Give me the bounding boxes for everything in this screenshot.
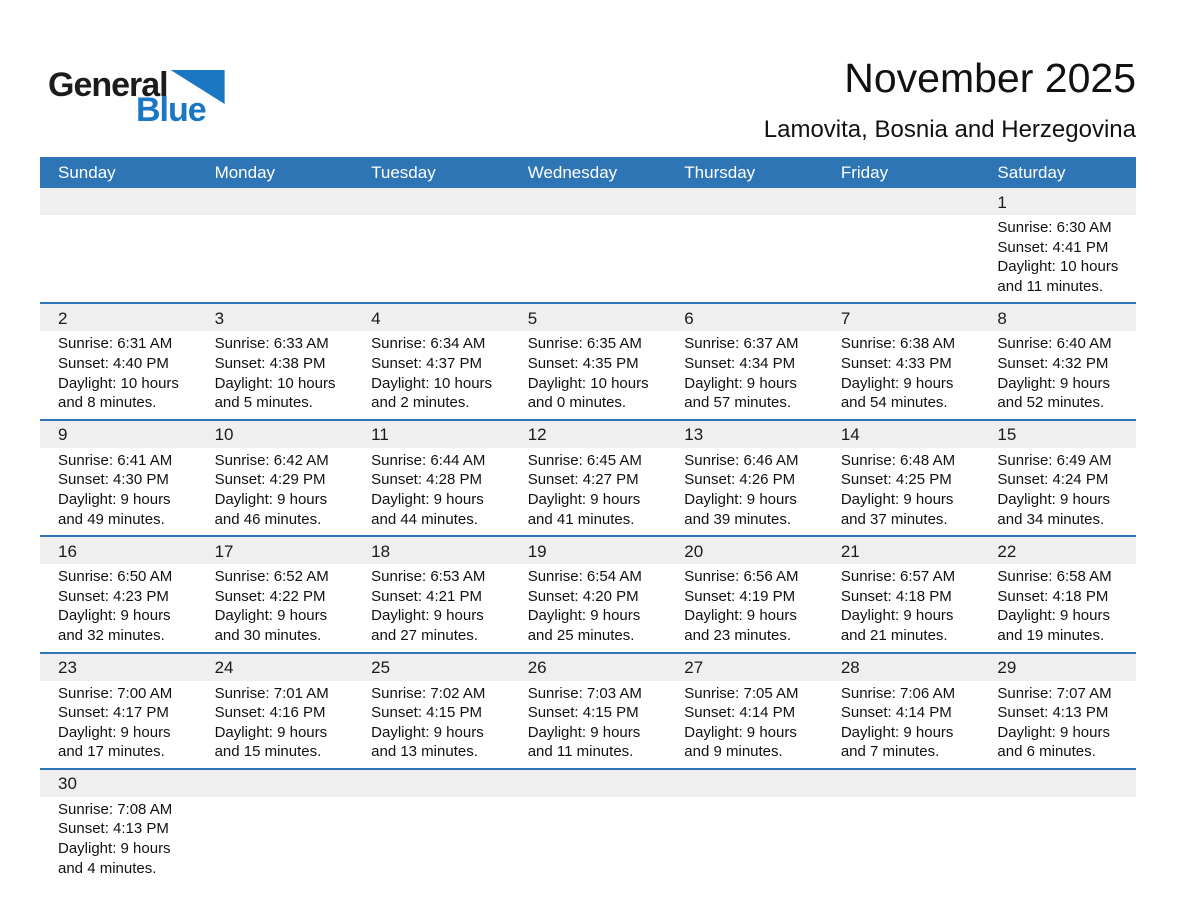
day-number-band bbox=[40, 304, 197, 331]
sunset-text: Sunset: 4:29 PM bbox=[214, 471, 326, 489]
daylight-text-line2: and 49 minutes. bbox=[58, 510, 165, 528]
day-number: 27 bbox=[684, 658, 704, 677]
day-number-band bbox=[40, 654, 197, 681]
day-number-band bbox=[979, 421, 1136, 448]
day-number: 30 bbox=[58, 774, 77, 794]
day-cell bbox=[823, 537, 980, 651]
day-number-band bbox=[666, 304, 823, 331]
day-number: 21 bbox=[840, 541, 860, 561]
day-number-band bbox=[510, 537, 667, 564]
day-number-band bbox=[666, 537, 823, 564]
daylight-text-line2: and 41 minutes. bbox=[527, 510, 635, 528]
day-details bbox=[979, 331, 1136, 418]
sunrise-text: Sunrise: 6:38 AM bbox=[840, 335, 956, 353]
day-details bbox=[353, 331, 510, 418]
daylight-text-line1: Daylight: 9 hours bbox=[371, 723, 484, 741]
day-details bbox=[823, 564, 980, 651]
weekday-tuesday: Tuesday bbox=[371, 162, 436, 182]
sunset-text: Sunset: 4:41 PM bbox=[997, 238, 1109, 256]
sunset-text: Sunset: 4:19 PM bbox=[684, 587, 796, 605]
sunrise-text: Sunrise: 7:07 AM bbox=[997, 684, 1112, 702]
sunrise-text: Sunrise: 6:33 AM bbox=[214, 335, 329, 353]
day-details bbox=[666, 564, 823, 651]
sunrise-text: Sunrise: 6:40 AM bbox=[997, 335, 1112, 353]
daylight-text-line1: Daylight: 9 hours bbox=[527, 607, 641, 625]
day-number-band bbox=[510, 304, 667, 331]
sunset-text: Sunset: 4:27 PM bbox=[527, 471, 639, 489]
daylight-text-line1: Daylight: 10 hours bbox=[371, 374, 493, 392]
day-cell bbox=[666, 654, 823, 768]
sunset-text: Sunset: 4:23 PM bbox=[58, 587, 169, 605]
sunrise-text: Sunrise: 6:31 AM bbox=[58, 335, 173, 353]
sunset-text: Sunset: 4:34 PM bbox=[684, 354, 796, 372]
weekday-wednesday: Wednesday bbox=[527, 162, 618, 182]
daylight-text-line2: and 57 minutes. bbox=[684, 394, 792, 412]
day-number: 18 bbox=[371, 541, 391, 561]
day-number-band bbox=[40, 421, 197, 448]
day-number-band bbox=[353, 304, 510, 331]
daylight-text-line1: Daylight: 9 hours bbox=[214, 607, 328, 625]
day-cell bbox=[666, 421, 823, 535]
sunset-text: Sunset: 4:35 PM bbox=[527, 354, 639, 372]
sunrise-text: Sunrise: 6:37 AM bbox=[684, 335, 799, 353]
daylight-text-line2: and 15 minutes. bbox=[214, 743, 322, 761]
logo-text-general: General bbox=[48, 66, 168, 104]
daylight-text-line1: Daylight: 9 hours bbox=[58, 723, 171, 741]
day-number-band bbox=[666, 421, 823, 448]
day-number-band bbox=[666, 654, 823, 681]
day-cell bbox=[197, 537, 354, 651]
logo-text-blue: Blue bbox=[136, 91, 206, 129]
sunrise-text: Sunrise: 7:05 AM bbox=[684, 684, 799, 702]
sunrise-text: Sunrise: 6:44 AM bbox=[371, 451, 486, 469]
day-number-band bbox=[353, 770, 510, 797]
daylight-text-line2: and 52 minutes. bbox=[997, 394, 1105, 412]
day-number: 13 bbox=[684, 425, 704, 445]
day-number-band bbox=[979, 654, 1136, 681]
day-number: 12 bbox=[527, 425, 547, 445]
daylight-text-line2: and 25 minutes. bbox=[527, 626, 635, 644]
sunset-text: Sunset: 4:14 PM bbox=[684, 704, 796, 722]
sunset-text: Sunset: 4:32 PM bbox=[997, 354, 1109, 372]
sunrise-text: Sunrise: 6:41 AM bbox=[58, 451, 173, 469]
day-details bbox=[40, 564, 197, 651]
daylight-text-line1: Daylight: 10 hours bbox=[214, 374, 336, 392]
sunrise-text: Sunrise: 6:35 AM bbox=[527, 335, 642, 353]
day-details bbox=[40, 331, 197, 418]
daylight-text-line2: and 37 minutes. bbox=[840, 510, 948, 528]
day-number-band bbox=[823, 421, 980, 448]
day-number-band bbox=[666, 188, 823, 215]
day-details bbox=[979, 448, 1136, 535]
day-number: 14 bbox=[840, 425, 860, 445]
day-number-band bbox=[197, 421, 354, 448]
daylight-text-line1: Daylight: 9 hours bbox=[840, 723, 954, 741]
week-row bbox=[40, 188, 1136, 302]
empty-day-cell bbox=[510, 188, 667, 302]
sunrise-text: Sunrise: 6:53 AM bbox=[371, 568, 486, 586]
day-number: 4 bbox=[371, 308, 381, 328]
day-number: 9 bbox=[58, 425, 68, 445]
empty-day-cell bbox=[40, 188, 197, 302]
sunrise-text: Sunrise: 6:34 AM bbox=[371, 335, 486, 353]
day-number: 3 bbox=[214, 308, 225, 328]
day-number-band bbox=[666, 770, 823, 797]
sunrise-text: Sunrise: 7:08 AM bbox=[58, 800, 173, 818]
day-cell bbox=[40, 304, 197, 418]
daylight-text-line1: Daylight: 9 hours bbox=[684, 490, 797, 508]
sunset-text: Sunset: 4:25 PM bbox=[840, 471, 952, 489]
sunrise-text: Sunrise: 7:02 AM bbox=[371, 684, 486, 702]
day-number-band bbox=[510, 654, 667, 681]
day-number: 15 bbox=[997, 425, 1017, 445]
day-details bbox=[823, 448, 980, 535]
day-cell bbox=[40, 537, 197, 651]
day-number-band bbox=[197, 770, 354, 797]
day-cell bbox=[979, 421, 1136, 535]
week-row bbox=[40, 768, 1136, 884]
sunrise-text: Sunrise: 6:57 AM bbox=[840, 568, 956, 586]
day-cell bbox=[510, 421, 667, 535]
day-number-band bbox=[823, 188, 980, 215]
weekday-sunday: Sunday bbox=[58, 162, 116, 182]
day-details bbox=[197, 331, 354, 418]
daylight-text-line2: and 34 minutes. bbox=[997, 510, 1105, 528]
daylight-text-line2: and 8 minutes. bbox=[58, 394, 157, 412]
day-number-band bbox=[979, 188, 1136, 215]
daylight-text-line1: Daylight: 10 hours bbox=[997, 258, 1119, 276]
daylight-text-line2: and 27 minutes. bbox=[371, 626, 478, 644]
day-number-band bbox=[197, 537, 354, 564]
day-number: 16 bbox=[58, 541, 77, 561]
sunset-text: Sunset: 4:22 PM bbox=[214, 587, 326, 605]
empty-day-cell bbox=[666, 770, 823, 884]
day-details bbox=[510, 564, 667, 651]
day-number-band bbox=[823, 537, 980, 564]
day-number-band bbox=[979, 304, 1136, 331]
day-number: 7 bbox=[840, 308, 851, 328]
sunrise-text: Sunrise: 6:42 AM bbox=[214, 451, 329, 469]
sunset-text: Sunset: 4:18 PM bbox=[840, 587, 952, 605]
day-number: 6 bbox=[684, 308, 694, 328]
day-cell bbox=[666, 537, 823, 651]
sunset-text: Sunset: 4:21 PM bbox=[371, 587, 483, 605]
day-cell bbox=[197, 421, 354, 535]
day-number: 28 bbox=[840, 658, 860, 677]
day-details bbox=[197, 448, 354, 535]
day-details bbox=[510, 681, 667, 768]
empty-day-cell bbox=[510, 770, 667, 884]
weekday-saturday: Saturday bbox=[997, 162, 1066, 182]
sunset-text: Sunset: 4:17 PM bbox=[58, 704, 169, 722]
empty-day-cell bbox=[823, 770, 980, 884]
day-number-band bbox=[353, 537, 510, 564]
weekday-thursday: Thursday bbox=[684, 162, 756, 182]
day-cell bbox=[979, 537, 1136, 651]
sunrise-text: Sunrise: 6:49 AM bbox=[997, 451, 1112, 469]
sunrise-text: Sunrise: 6:50 AM bbox=[58, 568, 173, 586]
sunset-text: Sunset: 4:26 PM bbox=[684, 471, 796, 489]
daylight-text-line1: Daylight: 9 hours bbox=[58, 607, 171, 625]
daylight-text-line1: Daylight: 9 hours bbox=[840, 374, 954, 392]
calendar-grid bbox=[40, 188, 1136, 884]
sunset-text: Sunset: 4:13 PM bbox=[997, 704, 1109, 722]
month-title: November 2025 bbox=[844, 55, 1136, 101]
sunrise-text: Sunrise: 6:54 AM bbox=[527, 568, 642, 586]
day-number-band bbox=[197, 304, 354, 331]
empty-day-cell bbox=[353, 770, 510, 884]
day-number-band bbox=[40, 188, 197, 215]
daylight-text-line1: Daylight: 9 hours bbox=[684, 374, 797, 392]
day-number: 8 bbox=[997, 308, 1007, 328]
day-details bbox=[979, 564, 1136, 651]
empty-day-cell bbox=[197, 770, 354, 884]
day-details bbox=[666, 448, 823, 535]
daylight-text-line2: and 21 minutes. bbox=[840, 626, 948, 644]
day-number: 22 bbox=[997, 541, 1017, 561]
daylight-text-line1: Daylight: 9 hours bbox=[997, 607, 1110, 625]
daylight-text-line2: and 17 minutes. bbox=[58, 743, 165, 761]
day-cell bbox=[979, 654, 1136, 768]
daylight-text-line1: Daylight: 9 hours bbox=[684, 607, 797, 625]
daylight-text-line2: and 32 minutes. bbox=[58, 626, 165, 644]
daylight-text-line1: Daylight: 9 hours bbox=[527, 490, 641, 508]
day-cell bbox=[510, 304, 667, 418]
day-details bbox=[979, 681, 1136, 768]
sunrise-text: Sunrise: 6:45 AM bbox=[527, 451, 642, 469]
daylight-text-line2: and 9 minutes. bbox=[684, 743, 783, 761]
sunset-text: Sunset: 4:15 PM bbox=[527, 704, 639, 722]
daylight-text-line2: and 54 minutes. bbox=[840, 394, 948, 412]
day-details bbox=[666, 681, 823, 768]
day-number: 1 bbox=[997, 192, 1007, 212]
day-number: 26 bbox=[527, 658, 547, 677]
weekday-header-row bbox=[40, 157, 1136, 188]
day-details bbox=[510, 448, 667, 535]
daylight-text-line2: and 7 minutes. bbox=[840, 743, 940, 761]
day-number-band bbox=[823, 770, 980, 797]
daylight-text-line1: Daylight: 9 hours bbox=[371, 490, 484, 508]
day-number: 19 bbox=[527, 541, 547, 561]
day-cell bbox=[823, 421, 980, 535]
day-number-band bbox=[823, 654, 980, 681]
day-number-band bbox=[353, 654, 510, 681]
sunset-text: Sunset: 4:24 PM bbox=[997, 471, 1109, 489]
daylight-text-line1: Daylight: 9 hours bbox=[684, 723, 797, 741]
week-row bbox=[40, 419, 1136, 535]
week-row bbox=[40, 652, 1136, 768]
day-cell bbox=[823, 304, 980, 418]
day-cell bbox=[40, 421, 197, 535]
sunset-text: Sunset: 4:15 PM bbox=[371, 704, 483, 722]
sunset-text: Sunset: 4:38 PM bbox=[214, 354, 326, 372]
day-details bbox=[979, 215, 1136, 302]
sunrise-text: Sunrise: 7:06 AM bbox=[840, 684, 956, 702]
day-number: 10 bbox=[214, 425, 234, 445]
day-details bbox=[510, 331, 667, 418]
daylight-text-line2: and 19 minutes. bbox=[997, 626, 1105, 644]
empty-day-cell bbox=[197, 188, 354, 302]
daylight-text-line1: Daylight: 9 hours bbox=[214, 723, 328, 741]
day-number-band bbox=[510, 188, 667, 215]
sunset-text: Sunset: 4:28 PM bbox=[371, 471, 483, 489]
day-details bbox=[353, 564, 510, 651]
day-number: 24 bbox=[214, 658, 234, 677]
day-number-band bbox=[510, 421, 667, 448]
daylight-text-line1: Daylight: 9 hours bbox=[997, 374, 1110, 392]
day-details bbox=[40, 681, 197, 768]
daylight-text-line2: and 11 minutes. bbox=[997, 277, 1104, 295]
title-block bbox=[764, 55, 1136, 144]
daylight-text-line2: and 46 minutes. bbox=[214, 510, 322, 528]
daylight-text-line2: and 11 minutes. bbox=[527, 743, 634, 761]
day-number-band bbox=[979, 537, 1136, 564]
day-cell bbox=[197, 654, 354, 768]
daylight-text-line1: Daylight: 9 hours bbox=[840, 490, 954, 508]
day-number-band bbox=[353, 421, 510, 448]
day-cell bbox=[979, 188, 1136, 302]
day-number-band bbox=[979, 770, 1136, 797]
sunset-text: Sunset: 4:33 PM bbox=[840, 354, 952, 372]
day-details bbox=[353, 681, 510, 768]
empty-day-cell bbox=[353, 188, 510, 302]
day-cell bbox=[197, 304, 354, 418]
day-details bbox=[40, 797, 197, 884]
daylight-text-line2: and 13 minutes. bbox=[371, 743, 478, 761]
daylight-text-line2: and 5 minutes. bbox=[214, 394, 313, 412]
sunrise-text: Sunrise: 6:56 AM bbox=[684, 568, 799, 586]
day-details bbox=[823, 331, 980, 418]
empty-day-cell bbox=[666, 188, 823, 302]
daylight-text-line2: and 44 minutes. bbox=[371, 510, 478, 528]
day-cell bbox=[510, 537, 667, 651]
daylight-text-line1: Daylight: 9 hours bbox=[371, 607, 484, 625]
sunrise-text: Sunrise: 6:46 AM bbox=[684, 451, 799, 469]
daylight-text-line2: and 39 minutes. bbox=[684, 510, 792, 528]
sunset-text: Sunset: 4:20 PM bbox=[527, 587, 639, 605]
day-cell bbox=[353, 537, 510, 651]
sunrise-text: Sunrise: 7:01 AM bbox=[214, 684, 329, 702]
daylight-text-line2: and 30 minutes. bbox=[214, 626, 322, 644]
day-details bbox=[197, 564, 354, 651]
sunrise-text: Sunrise: 6:58 AM bbox=[997, 568, 1112, 586]
day-number: 5 bbox=[527, 308, 538, 328]
week-row bbox=[40, 535, 1136, 651]
weekday-monday: Monday bbox=[214, 162, 276, 182]
day-details bbox=[40, 448, 197, 535]
day-number-band bbox=[197, 654, 354, 681]
empty-day-cell bbox=[823, 188, 980, 302]
day-cell bbox=[353, 654, 510, 768]
daylight-text-line2: and 23 minutes. bbox=[684, 626, 792, 644]
generalblue-logo bbox=[48, 68, 225, 127]
day-details bbox=[353, 448, 510, 535]
day-number: 23 bbox=[58, 658, 77, 677]
day-cell bbox=[40, 770, 197, 884]
day-number-band bbox=[510, 770, 667, 797]
weekday-friday: Friday bbox=[840, 162, 889, 182]
daylight-text-line2: and 4 minutes. bbox=[58, 859, 157, 877]
day-cell bbox=[979, 304, 1136, 418]
sunset-text: Sunset: 4:30 PM bbox=[58, 471, 169, 489]
week-row bbox=[40, 302, 1136, 418]
sunset-text: Sunset: 4:16 PM bbox=[214, 704, 326, 722]
daylight-text-line1: Daylight: 9 hours bbox=[58, 490, 171, 508]
day-number: 17 bbox=[214, 541, 234, 561]
sunrise-text: Sunrise: 6:48 AM bbox=[840, 451, 956, 469]
sunset-text: Sunset: 4:18 PM bbox=[997, 587, 1109, 605]
sunset-text: Sunset: 4:37 PM bbox=[371, 354, 483, 372]
daylight-text-line1: Daylight: 9 hours bbox=[58, 840, 171, 858]
day-cell bbox=[510, 654, 667, 768]
day-number-band bbox=[353, 188, 510, 215]
day-details bbox=[823, 681, 980, 768]
day-number: 25 bbox=[371, 658, 391, 677]
location-subtitle: Lamovita, Bosnia and Herzegovina bbox=[763, 116, 1136, 143]
daylight-text-line1: Daylight: 9 hours bbox=[840, 607, 954, 625]
daylight-text-line1: Daylight: 9 hours bbox=[214, 490, 328, 508]
day-cell bbox=[666, 304, 823, 418]
sunrise-text: Sunrise: 6:30 AM bbox=[997, 219, 1112, 236]
sunrise-text: Sunrise: 7:00 AM bbox=[58, 684, 173, 702]
day-number: 11 bbox=[371, 425, 389, 445]
day-number: 29 bbox=[997, 658, 1017, 677]
sunset-text: Sunset: 4:14 PM bbox=[840, 704, 952, 722]
daylight-text-line1: Daylight: 10 hours bbox=[527, 374, 649, 392]
page-header bbox=[40, 0, 1136, 157]
sunset-text: Sunset: 4:13 PM bbox=[58, 820, 169, 838]
day-number-band bbox=[197, 188, 354, 215]
day-cell bbox=[353, 421, 510, 535]
sunrise-text: Sunrise: 7:03 AM bbox=[527, 684, 642, 702]
day-cell bbox=[353, 304, 510, 418]
daylight-text-line2: and 6 minutes. bbox=[997, 743, 1096, 761]
daylight-text-line1: Daylight: 9 hours bbox=[997, 490, 1110, 508]
day-number: 20 bbox=[684, 541, 704, 561]
day-number-band bbox=[40, 770, 197, 797]
daylight-text-line1: Daylight: 9 hours bbox=[997, 723, 1110, 741]
page bbox=[40, 0, 1136, 884]
daylight-text-line2: and 2 minutes. bbox=[371, 394, 470, 412]
day-number-band bbox=[40, 537, 197, 564]
day-number-band bbox=[823, 304, 980, 331]
day-details bbox=[197, 681, 354, 768]
sunrise-text: Sunrise: 6:52 AM bbox=[214, 568, 329, 586]
day-details bbox=[666, 331, 823, 418]
daylight-text-line1: Daylight: 9 hours bbox=[527, 723, 641, 741]
day-cell bbox=[40, 654, 197, 768]
daylight-text-line1: Daylight: 10 hours bbox=[58, 374, 179, 392]
day-cell bbox=[823, 654, 980, 768]
daylight-text-line2: and 0 minutes. bbox=[527, 394, 627, 412]
empty-day-cell bbox=[979, 770, 1136, 884]
day-number: 2 bbox=[58, 308, 68, 328]
sunset-text: Sunset: 4:40 PM bbox=[58, 354, 169, 372]
